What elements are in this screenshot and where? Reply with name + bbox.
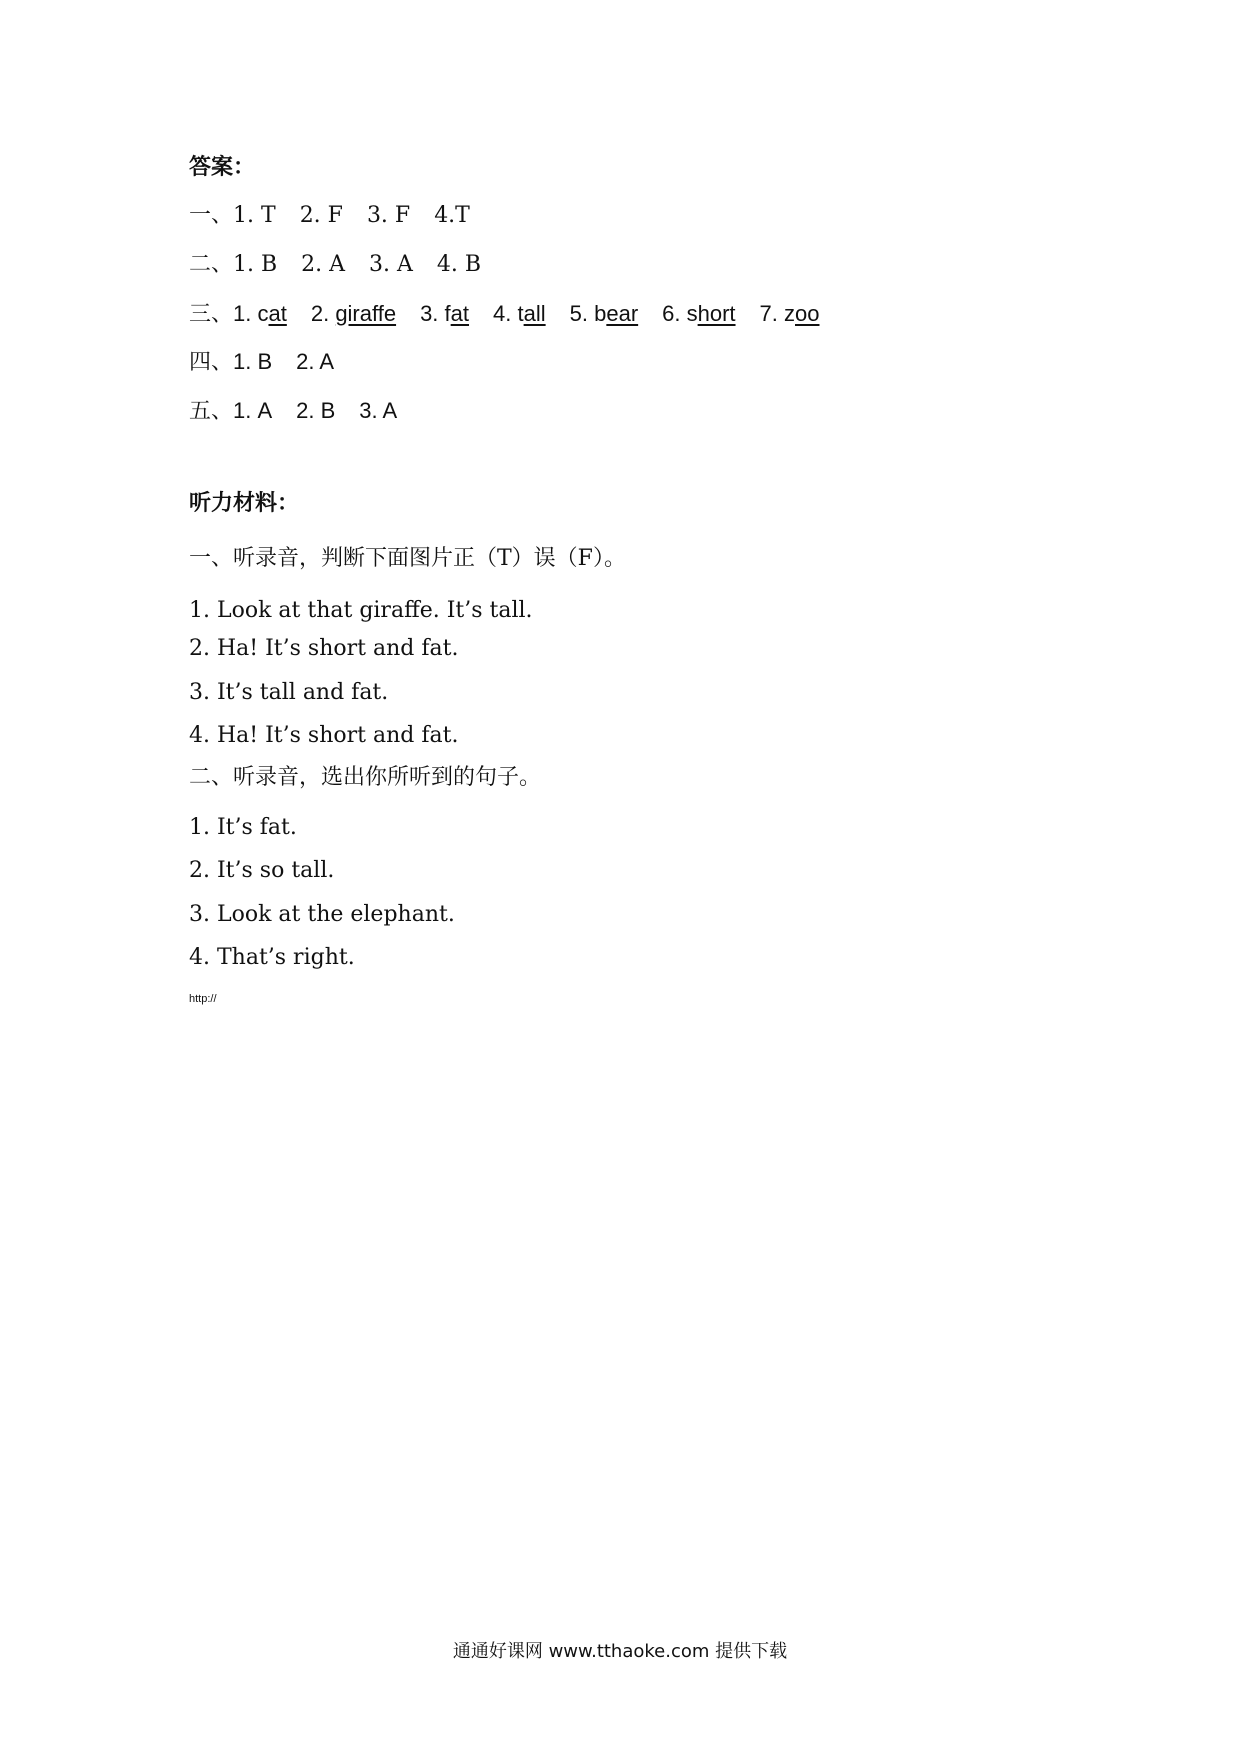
section1-line: 1. Look at that giraffe. It’s tall. (189, 598, 533, 623)
answer-item: 4.T (434, 203, 470, 228)
answer-word-item: 3. fat (420, 301, 470, 326)
answer-row-4 (189, 347, 334, 378)
answer-row-3 (189, 299, 819, 330)
answer-word-item: 6. short (662, 301, 736, 326)
row-prefix: 二、 (189, 252, 234, 277)
url-text: http:// (189, 993, 217, 1005)
answer-item: 2. F (299, 203, 343, 228)
answer-item: 2. A (301, 252, 346, 277)
section2-line: 3. Look at the elephant. (189, 902, 455, 927)
answer-item: 1. T (233, 203, 276, 228)
answer-item: 3. A (369, 252, 413, 277)
row-prefix: 一、 (189, 203, 234, 228)
answer-item: 3. F (366, 203, 411, 228)
section2-line: 1. It’s fat. (189, 815, 297, 840)
section2-line: 2. It’s so tall. (189, 858, 335, 883)
answer-row-2 (189, 250, 481, 280)
answer-item: 3. A (359, 398, 398, 423)
section2-line: 4. That’s right. (189, 945, 355, 970)
answer-item: 1. B (233, 252, 278, 277)
answer-item: 1. A (233, 398, 273, 423)
answers-title: 答案： (189, 154, 256, 180)
section1-line: 2. Ha! It’s short and fat. (189, 636, 459, 661)
answer-item: 2. A (296, 349, 335, 374)
row-prefix: 五、 (189, 399, 234, 424)
answer-word-item: 4. tall (493, 301, 546, 326)
footer-text: 通通好课网 www.tthaoke.com 提供下载 (452, 1641, 788, 1662)
answer-item: 2. B (296, 398, 336, 423)
answer-word-item: 2. giraffe (310, 301, 397, 326)
row-prefix: 三、 (189, 302, 234, 327)
row-prefix: 四、 (189, 350, 234, 375)
answer-item: 1. B (233, 349, 273, 374)
answer-row-1 (189, 201, 470, 231)
answer-item: 4. B (436, 252, 482, 277)
answer-word-item: 5. bear (569, 301, 639, 326)
listening-title: 听力材料： (189, 490, 300, 516)
section1-line: 3. It’s tall and fat. (189, 680, 389, 705)
section1-heading: 一、听录音，判断下面图片正（T）误（F）。 (189, 546, 626, 571)
answer-word-item: 1. cat (233, 301, 287, 326)
answer-row-5 (189, 396, 397, 427)
section2-heading: 二、听录音，选出你所听到的句子。 (189, 765, 542, 790)
section1-line: 4. Ha! It’s short and fat. (189, 723, 459, 748)
answer-word-item: 7. zoo (759, 301, 820, 326)
